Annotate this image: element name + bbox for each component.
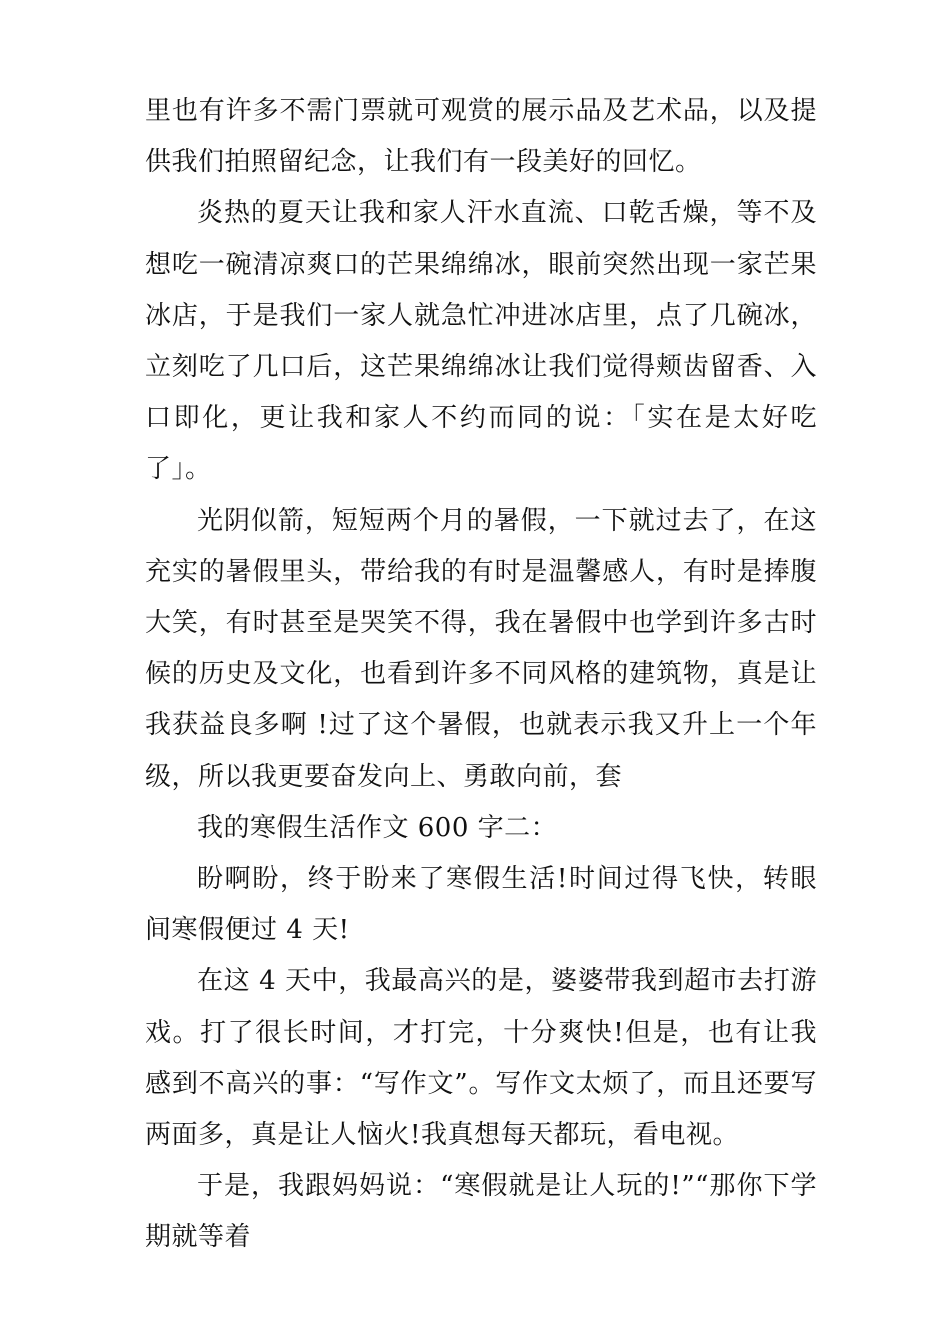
paragraph-2: 炎热的夏天让我和家人汗水直流、口乾舌燥，等不及想吃一碗清凉爽口的芒果绵绵冰，眼前突然出现一家芒果冰店，于是我们一家人就急忙冲进冰店里，点了几碗冰，立刻吃了几口后，这芒果绵绵冰让我们觉得颊齿留香、入口即化，更让我和家人不约而同的说：「实在是太好吃了」。 [145, 198, 817, 485]
paragraph-6: 于是，我跟妈妈说：“寒假就是让人玩的!”“那你下学期就等着 [145, 1171, 817, 1253]
paragraph-1: 里也有许多不需门票就可观赏的展示品及艺术品，以及提供我们拍照留纪念，让我们有一段美好的回忆。 [145, 96, 817, 178]
document-body [145, 86, 817, 1264]
paragraph-3: 光阴似箭，短短两个月的暑假，一下就过去了，在这充实的暑假里头，带给我的有时是温馨感人，有时是捧腹大笑，有时甚至是哭笑不得，我在暑假中也学到许多古时候的历史及文化，也看到许多不同风格的建筑物，真是让我获益良多啊 !过了这个暑假，也就表示我又升上一个年级，所以我更要奋发向上、勇敢向前，套 [145, 505, 817, 792]
paragraph-5: 在这 4 天中，我最高兴的是，婆婆带我到超市去打游戏。打了很长时间，才打完，十分爽快!但是，也有让我感到不高兴的事：“写作文”。写作文太烦了，而且还要写两面多，真是让人恼火!我真想每天都玩，看电视。 [145, 966, 817, 1151]
section-heading: 我的寒假生活作文 600 字二： [197, 812, 558, 843]
paragraph-4: 盼啊盼，终于盼来了寒假生活!时间过得飞快，转眼间寒假便过 4 天! [145, 864, 817, 946]
